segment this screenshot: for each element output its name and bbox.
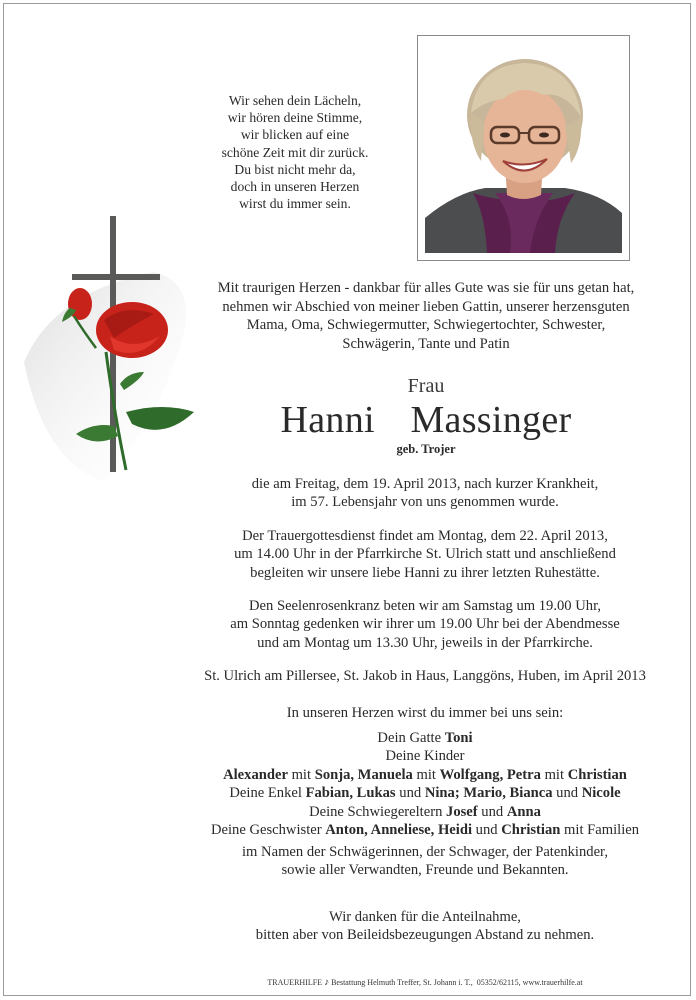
poem-line: schöne Zeit mit dir zurück. (221, 144, 369, 160)
grandchildren-prefix: Deine Enkel (229, 785, 306, 802)
deceased-name: Hanni Massinger (280, 399, 572, 441)
intro-line: Mama, Oma, Schwiegermutter, Schwiegertochter, Schwester, (246, 317, 606, 334)
poem (180, 92, 410, 212)
inlaws-name: Josef (446, 803, 478, 820)
cross-and-rose-decoration (14, 212, 204, 512)
poem-line: Du bist nicht mehr da, (234, 161, 356, 177)
children-heading: Deine Kinder (385, 748, 465, 765)
child-name: Christian (567, 766, 627, 783)
funeral-line: Der Trauergottesdienst findet am Montag, dem 22. April 2013, (242, 528, 608, 544)
grandchildren-names: Nina; Mario, Bianca (424, 785, 553, 802)
portrait-photo (425, 43, 622, 253)
music-note-icon: ♪ (324, 977, 330, 988)
footer (160, 977, 690, 988)
intro-line: nehmen wir Abschied von meiner lieben Gattin, unserer herzensguten (222, 298, 630, 315)
connector: und (477, 803, 507, 820)
poem-line: wir hören deine Stimme, (227, 110, 363, 126)
rosary-line: und am Montag um 13.30 Uhr, jeweils in der Pfarrkirche. (257, 634, 593, 651)
portrait-illustration (425, 43, 622, 253)
behalf-line: sowie aller Verwandten, Freunde und Bekannten. (281, 862, 569, 879)
siblings-line (160, 821, 690, 839)
mourners-heading (160, 704, 690, 722)
connector: und (472, 822, 502, 839)
child-name: Wolfgang, Petra (439, 766, 541, 783)
siblings-names: Christian (501, 822, 561, 839)
connector: mit (287, 766, 315, 783)
connector: und (552, 785, 582, 802)
mourners-heading-line: In unseren Herzen wirst du immer bei uns sein: (286, 705, 564, 721)
mourners-list (160, 729, 690, 839)
child-name: Alexander (223, 766, 288, 783)
grandchildren-names: Fabian, Lukas (305, 785, 396, 802)
inlaws-line (160, 803, 690, 821)
footer-text: Bestattung Helmuth Treffer, St. Johann i. T., 05352/62115, www.trauerhilfe.at (329, 978, 583, 987)
intro-text (176, 279, 676, 353)
intro-line: Mit traurigen Herzen - dankbar für alles Gute was sie für uns getan hat, (217, 280, 635, 296)
thanks-text (160, 908, 690, 945)
inlaws-prefix: Deine Schwiegereltern (309, 803, 447, 820)
children-line (160, 766, 690, 784)
footer-brand: TRAUERHILFE (267, 978, 323, 987)
thanks-line: bitten aber von Beileidsbezeugungen Abstand zu nehmen. (255, 927, 595, 944)
funeral-line: begleiten wir unsere liebe Hanni zu ihrer letzten Ruhestätte. (250, 564, 600, 581)
place-and-date (160, 667, 690, 685)
death-notice (160, 475, 690, 512)
siblings-names: Anton, Anneliese, Heidi (325, 822, 472, 839)
intro-line: Schwägerin, Tante und Patin (342, 335, 510, 352)
connector: mit (412, 766, 440, 783)
rosary-line: am Sonntag gedenken wir ihrer um 19.00 Uhr bei der Abendmesse (230, 616, 620, 633)
place-date-line: St. Ulrich am Pillersee, St. Jakob in Haus, Langgöns, Huben, im April 2013 (204, 668, 646, 684)
spouse-prefix: Dein Gatte (377, 730, 445, 746)
deceased-title: Frau (407, 375, 445, 397)
connector: und (395, 785, 425, 802)
siblings-suffix: mit Familien (560, 822, 640, 839)
siblings-prefix: Deine Geschwister (210, 822, 326, 839)
rosary-line: Den Seelenrosenkranz beten wir am Samstag um 19.00 Uhr, (248, 598, 601, 614)
poem-line: doch in unseren Herzen (230, 179, 360, 195)
connector: mit (540, 766, 568, 783)
death-line: im 57. Lebensjahr von uns genommen wurde. (291, 494, 559, 511)
inlaws-name: Anna (506, 803, 541, 820)
grandchildren-line (160, 784, 690, 802)
watercolor-shadow (24, 272, 186, 482)
thanks-line: Wir danken für die Anteilnahme, (329, 909, 521, 925)
poem-line: wir blicken auf eine (240, 127, 350, 143)
funeral-line: um 14.00 Uhr in der Pfarrkirche St. Ulrich statt und anschließend (234, 546, 616, 563)
child-name: Sonja, Manuela (314, 766, 413, 783)
rosary-info (160, 597, 690, 652)
portrait-frame (417, 35, 630, 261)
grandchildren-names: Nicole (581, 785, 621, 802)
spouse-line (160, 729, 690, 747)
poem-line: wirst du immer sein. (239, 196, 351, 212)
funeral-info (160, 527, 690, 582)
behalf-line: im Namen der Schwägerinnen, der Schwager, der Patenkinder, (242, 844, 608, 860)
death-line: die am Freitag, dem 19. April 2013, nach kurzer Krankheit, (251, 476, 599, 492)
on-behalf-text (160, 843, 690, 880)
deceased-maiden-name: geb. Trojer (396, 442, 456, 456)
poem-line: Wir sehen dein Lächeln, (228, 93, 362, 108)
spouse-name: Toni (444, 730, 473, 746)
